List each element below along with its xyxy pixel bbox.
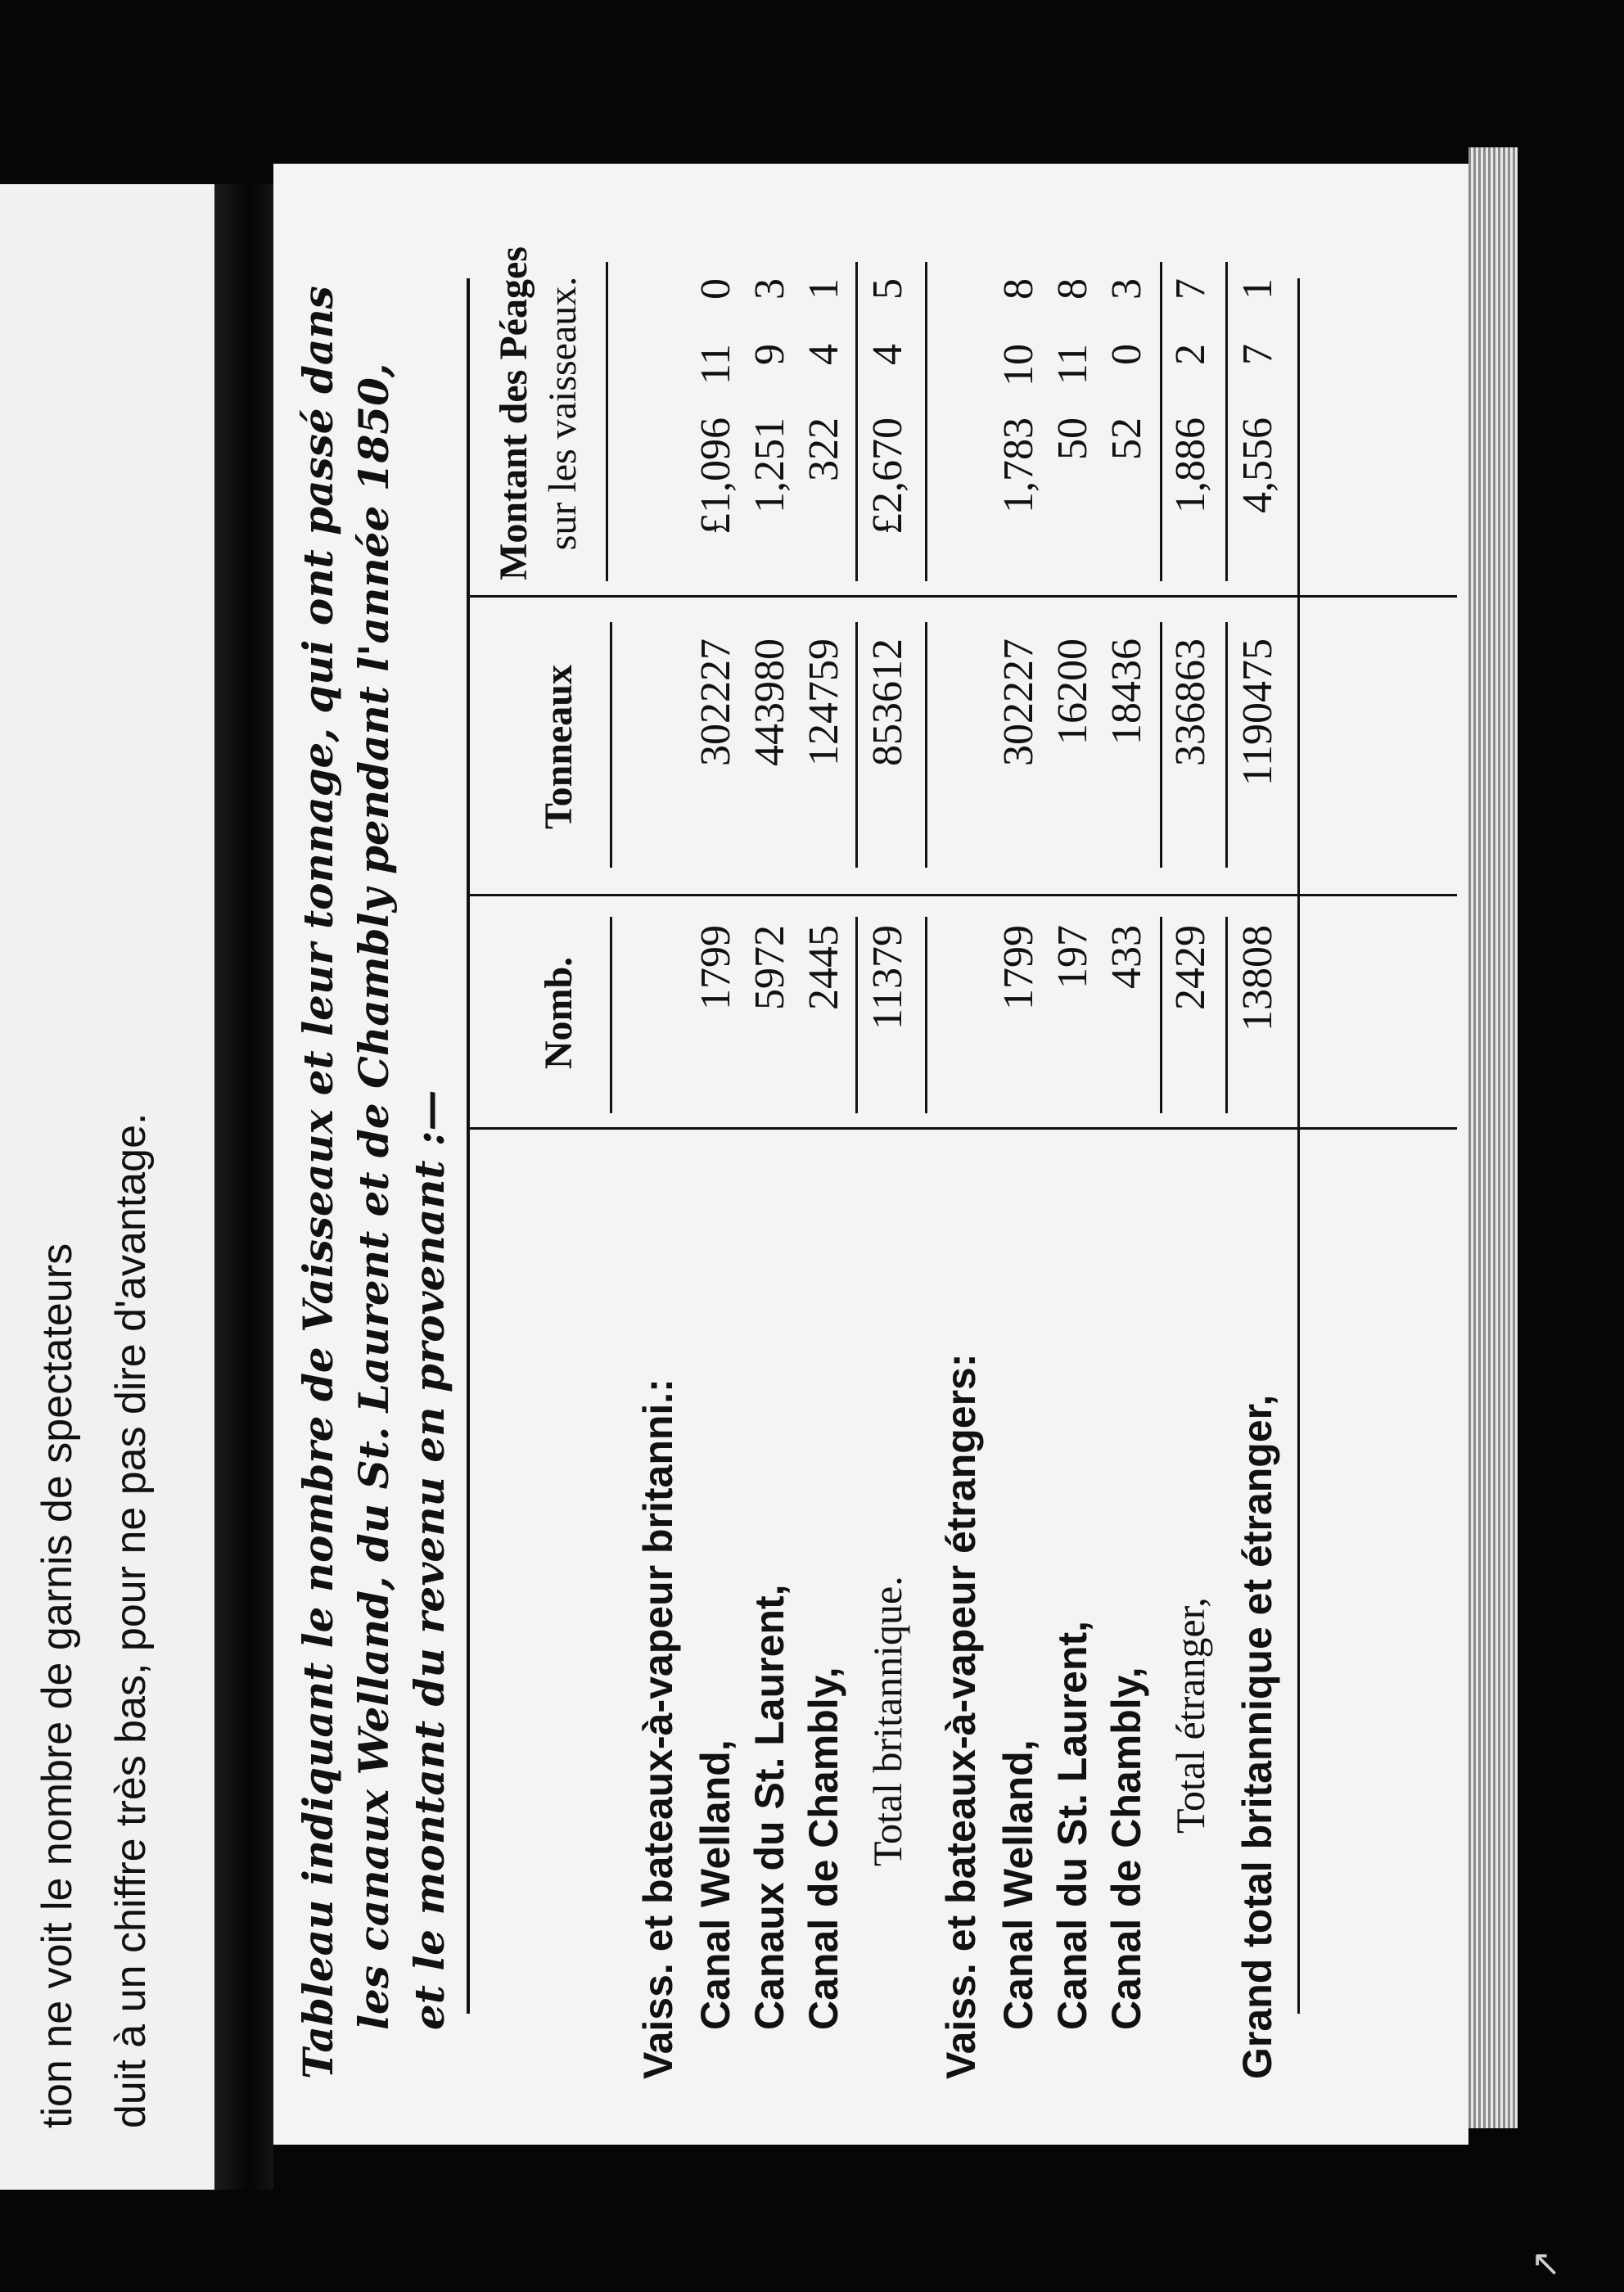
- section-rule: [925, 262, 927, 581]
- cell-pence: 3: [1103, 278, 1150, 300]
- previous-page-text: [8, 196, 213, 2161]
- table-row: [746, 229, 800, 2079]
- cell-pence: 1: [1234, 278, 1281, 300]
- cell-pence: 5: [864, 278, 911, 300]
- row-label: Canal de Chambly,: [801, 1667, 846, 2030]
- header-tonneaux: Tonneaux: [537, 665, 580, 829]
- row-label: Canal Welland,: [995, 1739, 1041, 2030]
- cell-tonneaux: 1190475: [1234, 638, 1281, 787]
- table-row: [1103, 229, 1157, 2079]
- cell-tonneaux: 302227: [995, 638, 1042, 766]
- subtotal-rule: [855, 917, 858, 1113]
- previous-page-line: tion ne voit le nombre de garnis de spectateurs: [34, 1243, 81, 2128]
- section-rule: [925, 622, 927, 868]
- cell-pounds: 52: [1103, 417, 1150, 460]
- section-rule: [925, 917, 927, 1113]
- cell-pounds: 322: [801, 417, 847, 481]
- cell-tonneaux: 853612: [864, 638, 911, 766]
- cell-pounds: 4,556: [1234, 417, 1281, 513]
- cell-shillings: 2: [1167, 344, 1214, 365]
- cell-pounds: £2,670: [864, 417, 911, 535]
- caption-line: les canaux Welland, du St. Laurent et de Chambly pendant l'année 1850,: [350, 363, 398, 2030]
- cell-tonneaux: 16200: [1049, 638, 1096, 745]
- row-label: Canal de Chambly,: [1103, 1667, 1149, 2030]
- cell-pounds: 50: [1049, 417, 1096, 460]
- subtotal-rule: [1160, 917, 1162, 1113]
- cell-shillings: 0: [1103, 344, 1150, 365]
- header-nomb: Nomb.: [537, 956, 580, 1070]
- cell-nomb: 2445: [801, 925, 847, 1010]
- table-top-rule: [467, 278, 470, 2014]
- cell-shillings: 4: [801, 344, 847, 365]
- table-row: [995, 229, 1049, 2079]
- table-document: [291, 229, 1453, 2079]
- cell-nomb: 1799: [995, 925, 1042, 1010]
- table-caption: [291, 229, 458, 2079]
- cell-pence: 8: [995, 278, 1042, 300]
- cell-nomb: 11379: [864, 925, 911, 1031]
- table-row: [692, 229, 746, 2079]
- cell-nomb: 433: [1103, 925, 1150, 989]
- total-rule: [1225, 917, 1228, 1113]
- table-row: [1049, 229, 1103, 2079]
- cell-pence: 3: [747, 278, 793, 300]
- total-rule: [1225, 262, 1228, 581]
- cell-pence: 7: [1167, 278, 1214, 300]
- cell-shillings: 9: [747, 344, 793, 365]
- cell-nomb: 2429: [1167, 925, 1214, 1010]
- cell-pence: 0: [692, 278, 739, 300]
- cell-shillings: 7: [1234, 344, 1281, 365]
- cell-tonneaux: 302227: [692, 638, 739, 766]
- cell-shillings: 11: [692, 344, 739, 386]
- row-label: Total étranger,: [1167, 1597, 1213, 1834]
- cell-pounds: 1,886: [1167, 417, 1214, 513]
- cell-shillings: 11: [1049, 344, 1096, 386]
- cell-shillings: 4: [864, 344, 911, 365]
- header-rule: [606, 262, 608, 581]
- table-row: [864, 229, 918, 2079]
- table-row: [1166, 229, 1220, 2079]
- cell-tonneaux: 18436: [1103, 638, 1150, 745]
- subtotal-rule: [855, 262, 858, 581]
- header-rule: [610, 622, 612, 868]
- subtotal-rule: [1160, 262, 1162, 581]
- cell-nomb: 197: [1049, 925, 1096, 989]
- row-label: Vaiss. et bateaux-à-vapeur étrangers:: [938, 1353, 984, 2079]
- row-label: Vaiss. et bateaux-à-vapeur britanni.:: [635, 1378, 681, 2079]
- caption-line: et le montant du revenu en provenant :—: [405, 1090, 453, 2030]
- table-bottom-rule: [1297, 278, 1300, 2014]
- row-label: Grand total britannique et étranger,: [1234, 1394, 1280, 2079]
- cell-pence: 1: [801, 278, 847, 300]
- total-rule: [1225, 622, 1228, 868]
- cell-nomb: 13808: [1234, 925, 1281, 1031]
- cell-tonneaux: 336863: [1167, 638, 1214, 766]
- header-rule: [610, 917, 612, 1113]
- header-peages: Montant des Péages: [492, 246, 535, 580]
- header-peages-sub: sur les vaisseaux.: [541, 276, 584, 551]
- cell-nomb: 5972: [747, 925, 793, 1010]
- scan-mark-icon: ↖: [1531, 2243, 1561, 2285]
- subtotal-rule: [1160, 622, 1162, 868]
- cell-pence: 8: [1049, 278, 1096, 300]
- row-label: Total britannique.: [864, 1576, 910, 1866]
- row-label: Canal du St. Laurent,: [1049, 1620, 1095, 2030]
- cell-nomb: 1799: [692, 925, 739, 1010]
- cell-tonneaux: 124759: [801, 638, 847, 766]
- subtotal-rule: [855, 622, 858, 868]
- table-row: [800, 229, 854, 2079]
- cell-tonneaux: 443980: [747, 638, 793, 766]
- table-row: [937, 229, 991, 2079]
- caption-line: Tableau indiquant le nombre de Vaisseaux et leur tonnage, qui ont passé dans: [294, 286, 342, 2079]
- table-row: [634, 229, 688, 2079]
- cell-pounds: 1,251: [747, 417, 793, 513]
- page-edge: [1468, 147, 1518, 2128]
- table-row: [1234, 229, 1288, 2079]
- book-spine: [214, 184, 273, 2190]
- cell-shillings: 10: [995, 344, 1042, 386]
- row-label: Canaux du St. Laurent,: [747, 1584, 792, 2030]
- cell-pounds: 1,783: [995, 417, 1042, 513]
- row-label: Canal Welland,: [692, 1739, 738, 2030]
- previous-page-line: duit à un chiffre très bas, pour ne pas dire d'avantage.: [107, 1112, 155, 2128]
- cell-pounds: £1,096: [692, 417, 739, 535]
